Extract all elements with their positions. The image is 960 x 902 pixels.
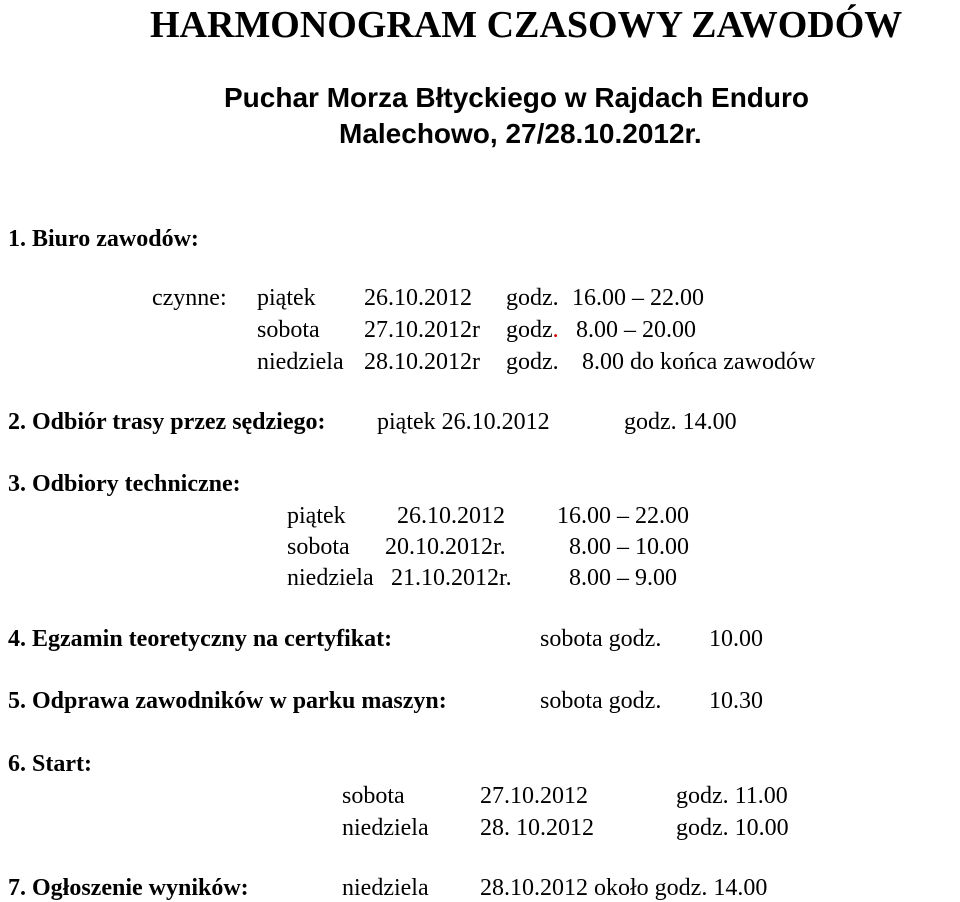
row-time: godz. 11.00 [676, 783, 788, 809]
row-date: 28.10.2012r [364, 349, 480, 375]
section-7-heading: 7. Ogłoszenie wyników: [8, 875, 249, 901]
red-dot: . [552, 317, 559, 343]
section-5-time: 10.30 [709, 688, 763, 714]
row-day: sobota [257, 317, 320, 343]
row-date: 26.10.2012 [364, 285, 472, 311]
row-day: sobota [287, 534, 350, 560]
row-time: 16.00 – 22.00 [572, 285, 704, 311]
row-time: godz. 10.00 [676, 815, 789, 841]
section-4-when: sobota godz. [540, 626, 662, 652]
section-3-heading: 3. Odbiory techniczne: [8, 471, 241, 497]
row-date: 26.10.2012 [397, 503, 505, 529]
section-5-heading: 5. Odprawa zawodników w parku maszyn: [8, 688, 447, 714]
row-godz: godz. [506, 285, 559, 311]
section-4-time: 10.00 [709, 626, 763, 652]
row-date: 28. 10.2012 [480, 815, 594, 841]
section-7-rest: 28.10.2012 około godz. 14.00 [480, 875, 768, 901]
section-2-time: godz. 14.00 [624, 409, 737, 435]
row-day: niedziela [257, 349, 344, 375]
row-time: 16.00 – 22.00 [557, 503, 689, 529]
row-day: piątek [257, 285, 316, 311]
section-7-day: niedziela [342, 875, 429, 901]
section-2-day-date: piątek 26.10.2012 [377, 409, 550, 435]
row-day: piątek [287, 503, 346, 529]
row-date: 27.10.2012 [480, 783, 588, 809]
subtitle-line-2: Malechowo, 27/28.10.2012r. [339, 118, 702, 149]
row-godz: godz. [506, 349, 559, 375]
section-6-heading: 6. Start: [8, 751, 92, 777]
row-time: 8.00 – 10.00 [569, 534, 689, 560]
row-time: 8.00 – 20.00 [576, 317, 696, 343]
section-5-when: sobota godz. [540, 688, 662, 714]
page-title: HARMONOGRAM CZASOWY ZAWODÓW [150, 4, 903, 46]
row-date: 20.10.2012r. [385, 534, 506, 560]
subtitle-line-1: Puchar Morza Błtyckiego w Rajdach Enduro [224, 82, 810, 113]
row-time: 8.00 do końca zawodów [582, 349, 816, 375]
row-date: 27.10.2012r [364, 317, 480, 343]
row-date: 21.10.2012r. [391, 565, 512, 591]
row-day: sobota [342, 783, 405, 809]
section-2-heading: 2. Odbiór trasy przez sędziego: [8, 409, 326, 435]
row-time: 8.00 – 9.00 [569, 565, 677, 591]
row-day: niedziela [287, 565, 374, 591]
row-day: niedziela [342, 815, 429, 841]
section-4-heading: 4. Egzamin teoretyczny na certyfikat: [8, 626, 393, 652]
section-1-prefix: czynne: [152, 285, 227, 311]
section-1-heading: 1. Biuro zawodów: [8, 226, 199, 252]
row-godz: godz. [506, 317, 559, 343]
